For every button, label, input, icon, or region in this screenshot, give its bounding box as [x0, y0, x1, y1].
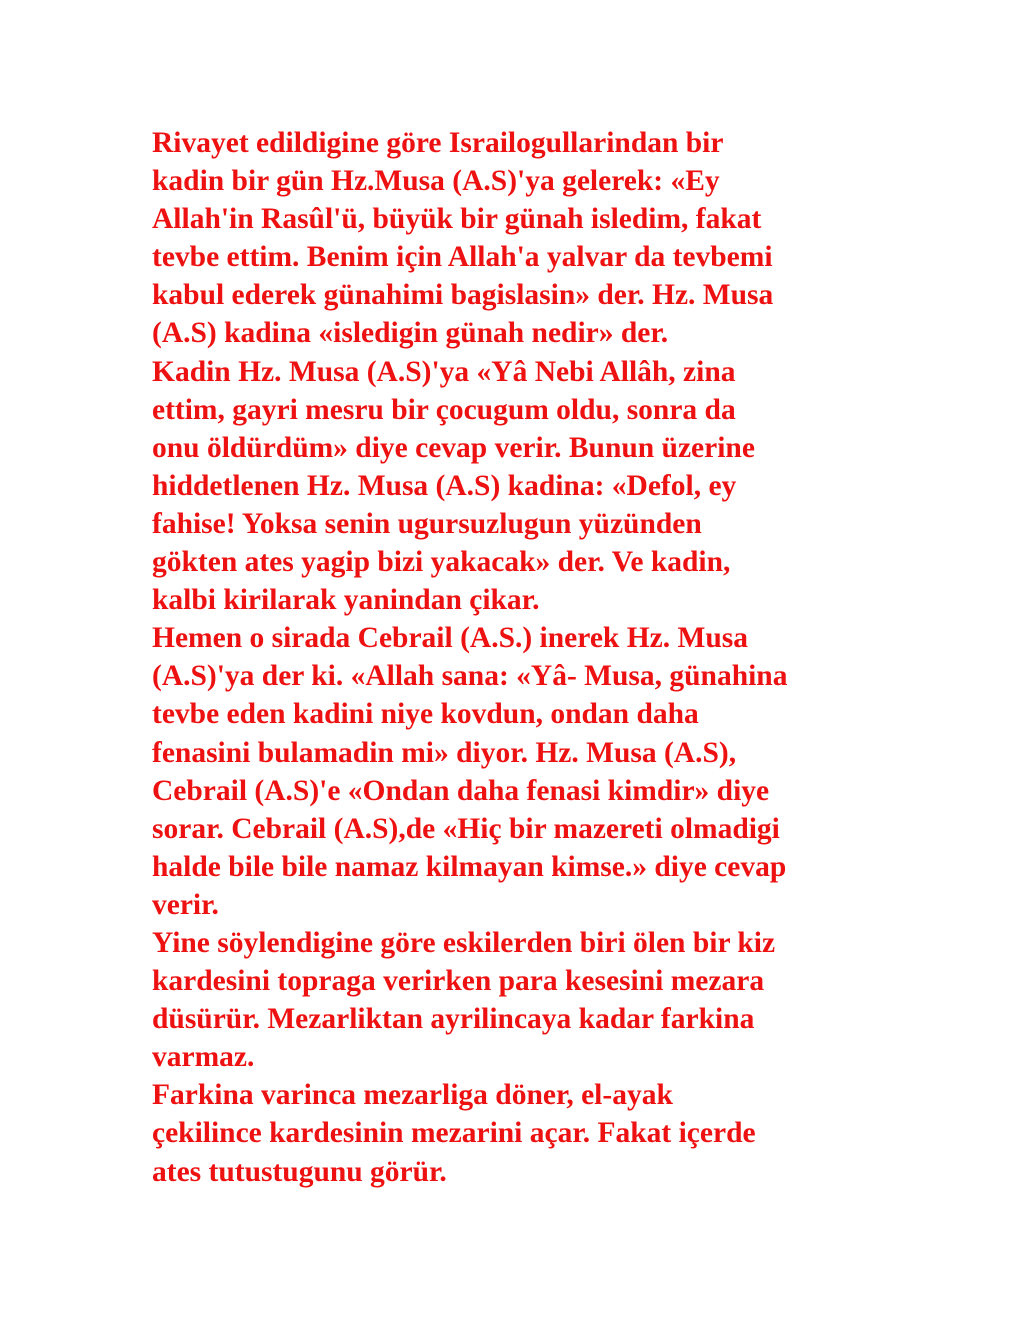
text-line-3: Allah'in Rasûl'ü, büyük bir günah isledim, fakat: [152, 203, 762, 236]
text-line-8: ettim, gayri mesru bir çocugum oldu, sonra da: [152, 393, 736, 426]
text-line-27: çekilince kardesinin mezarini açar. Fakat içerde: [152, 1117, 756, 1150]
text-line-14: Hemen o sirada Cebrail (A.S.) inerek Hz. Musa: [152, 622, 748, 655]
text-line-9: onu öldürdüm» diye cevap verir. Bunun üzerine: [152, 431, 755, 464]
text-line-19: sorar. Cebrail (A.S),de «Hiç bir mazereti olmadigi: [152, 812, 780, 845]
text-line-18: Cebrail (A.S)'e «Ondan daha fenasi kimdir» diye: [152, 774, 770, 807]
text-line-5: kabul ederek günahimi bagislasin» der. Hz. Musa: [152, 279, 774, 312]
text-line-25: varmaz.: [152, 1041, 255, 1074]
text-line-17: fenasini bulamadin mi» diyor. Hz. Musa (A.S),: [152, 736, 737, 769]
text-line-2: kadin bir gün Hz.Musa (A.S)'ya gelerek: «Ey: [152, 165, 720, 198]
text-line-12: gökten ates yagip bizi yakacak» der. Ve kadin,: [152, 546, 731, 579]
text-line-4: tevbe ettim. Benim için Allah'a yalvar da tevbemi: [152, 241, 773, 274]
text-line-23: kardesini topraga verirken para kesesini mezara: [152, 965, 765, 998]
text-line-22: Yine söylendigine göre eskilerden biri ölen bir kiz: [152, 926, 776, 959]
text-line-15: (A.S)'ya der ki. «Allah sana: «Yâ- Musa, günahina: [152, 660, 788, 693]
text-line-10: hiddetlenen Hz. Musa (A.S) kadina: «Defol, ey: [152, 469, 737, 502]
text-line-7: Kadin Hz. Musa (A.S)'ya «Yâ Nebi Allâh, zina: [152, 355, 736, 388]
text-line-16: tevbe eden kadini niye kovdun, ondan daha: [152, 698, 699, 731]
text-line-6: (A.S) kadina «isledigin günah nedir» der.: [152, 317, 669, 350]
text-line-1: Rivayet edildigine göre Israilogullarindan bir: [152, 127, 724, 159]
text-line-20: halde bile bile namaz kilmayan kimse.» diye cevap: [152, 850, 787, 883]
text-line-21: verir.: [152, 888, 219, 921]
body-text: [152, 124, 892, 1191]
text-line-11: fahise! Yoksa senin ugursuzlugun yüzünden: [152, 507, 702, 540]
text-line-24: düsürür. Mezarliktan ayrilincaya kadar farkina: [152, 1003, 755, 1036]
text-line-26: Farkina varinca mezarliga döner, el-ayak: [152, 1079, 673, 1112]
text-line-28: ates tutustugunu görür.: [152, 1155, 447, 1188]
text-line-13: kalbi kirilarak yanindan çikar.: [152, 584, 540, 617]
